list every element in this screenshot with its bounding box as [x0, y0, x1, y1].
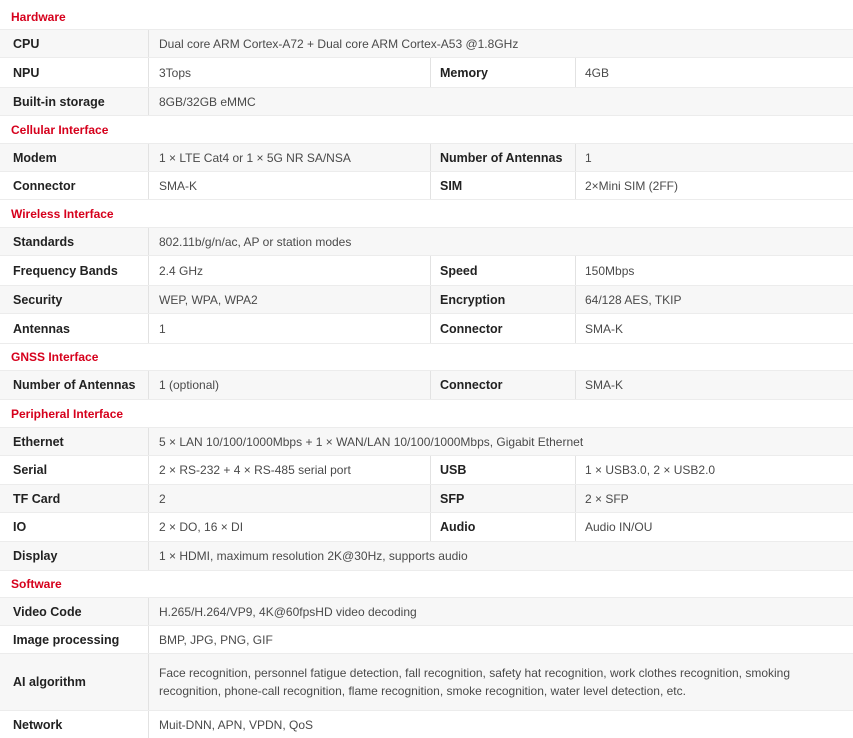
- value-ethernet: 5 × LAN 10/100/1000Mbps + 1 × WAN/LAN 10/100/1000Mbps, Gigabit Ethernet: [148, 428, 853, 455]
- label-standards: Standards: [13, 234, 75, 249]
- value-wifi-connector: SMA-K: [575, 314, 853, 343]
- label-modem: Modem: [13, 150, 57, 165]
- section-wireless: [0, 200, 853, 228]
- value-storage: 8GB/32GB eMMC: [148, 88, 853, 115]
- value-sfp: 2 × SFP: [575, 485, 853, 512]
- label-ai: AI algorithm: [13, 675, 86, 689]
- section-title-hardware: Hardware: [11, 10, 66, 24]
- value-video: H.265/H.264/VP9, 4K@60fpsHD video decoding: [148, 598, 853, 625]
- label-display: Display: [13, 549, 58, 563]
- value-cell-connector: SMA-K: [148, 172, 430, 199]
- label-ethernet: Ethernet: [13, 434, 64, 449]
- row-ai: [0, 654, 853, 711]
- value-modem: 1 × LTE Cat4 or 1 × 5G NR SA/NSA: [148, 144, 430, 171]
- value-usb: 1 × USB3.0, 2 × USB2.0: [575, 456, 853, 484]
- value-network: Muit-DNN, APN, VPDN, QoS: [148, 711, 853, 738]
- label-cell-connector: Connector: [13, 178, 76, 193]
- value-frequency: 2.4 GHz: [148, 256, 430, 285]
- section-title-gnss: GNSS Interface: [11, 350, 99, 364]
- value-speed: 150Mbps: [575, 256, 853, 285]
- row-display: [0, 542, 853, 571]
- label-sim: SIM: [430, 172, 575, 199]
- label-gnss-connector: Connector: [430, 371, 575, 399]
- label-speed: Speed: [430, 256, 575, 285]
- label-antennas: Antennas: [13, 321, 70, 336]
- value-standards: 802.11b/g/n/ac, AP or station modes: [148, 228, 853, 255]
- row-frequency: [0, 256, 853, 286]
- label-cell-antennas: Number of Antennas: [430, 144, 575, 171]
- row-standards: [0, 228, 853, 256]
- label-image: Image processing: [13, 632, 120, 647]
- row-gnss-antennas: [0, 371, 853, 400]
- label-cpu: CPU: [13, 36, 40, 51]
- row-security: [0, 286, 853, 314]
- value-serial: 2 × RS-232 + 4 × RS-485 serial port: [148, 456, 430, 484]
- label-video: Video Code: [13, 604, 82, 619]
- label-encryption: Encryption: [430, 286, 575, 313]
- row-antennas: [0, 314, 853, 344]
- label-sfp: SFP: [430, 485, 575, 512]
- value-ai: Face recognition, personnel fatigue detection, fall recognition, safety hat recognition, work clothes recognition, smoking recognition, phone-call recognition, flame recognition, smoke recognition, water level detection, etc.: [148, 654, 853, 710]
- row-cpu: [0, 30, 853, 58]
- section-title-wireless: Wireless Interface: [11, 206, 114, 221]
- row-tfcard: [0, 485, 853, 513]
- value-display: 1 × HDMI, maximum resolution 2K@30Hz, supports audio: [148, 542, 853, 570]
- value-image: BMP, JPG, PNG, GIF: [148, 626, 853, 653]
- row-storage: [0, 88, 853, 116]
- label-storage: Built-in storage: [13, 94, 105, 109]
- row-cell-connector: [0, 172, 853, 200]
- value-gnss-antennas: 1 (optional): [148, 371, 430, 399]
- value-sim: 2×Mini SIM (2FF): [575, 172, 853, 199]
- label-memory: Memory: [430, 58, 575, 87]
- section-title-software: Software: [11, 577, 62, 591]
- section-cellular: [0, 116, 853, 144]
- label-gnss-antennas: Number of Antennas: [13, 378, 136, 392]
- value-antennas: 1: [148, 314, 430, 343]
- value-encryption: 64/128 AES, TKIP: [575, 286, 853, 313]
- label-frequency: Frequency Bands: [13, 263, 118, 278]
- row-image: [0, 626, 853, 654]
- row-network: [0, 711, 853, 738]
- label-wifi-connector: Connector: [430, 314, 575, 343]
- section-peripheral: [0, 400, 853, 428]
- value-cpu: Dual core ARM Cortex-A72 + Dual core ARM Cortex-A53 @1.8GHz: [148, 30, 853, 57]
- value-audio: Audio IN/OU: [575, 513, 853, 541]
- section-title-cellular: Cellular Interface: [11, 122, 109, 137]
- value-memory: 4GB: [575, 58, 853, 87]
- label-audio: Audio: [430, 513, 575, 541]
- value-security: WEP, WPA, WPA2: [148, 286, 430, 313]
- label-io: IO: [13, 520, 27, 534]
- value-npu: 3Tops: [148, 58, 430, 87]
- row-serial: [0, 456, 853, 485]
- value-tfcard: 2: [148, 485, 430, 512]
- row-video: [0, 598, 853, 626]
- section-gnss: [0, 344, 853, 371]
- label-security: Security: [13, 292, 63, 307]
- label-network: Network: [13, 717, 63, 732]
- section-software: [0, 571, 853, 598]
- value-io: 2 × DO, 16 × DI: [148, 513, 430, 541]
- section-title-peripheral: Peripheral Interface: [11, 406, 124, 421]
- row-ethernet: [0, 428, 853, 456]
- label-serial: Serial: [13, 463, 48, 477]
- label-npu: NPU: [13, 65, 40, 80]
- value-cell-antennas: 1: [575, 144, 853, 171]
- row-npu: [0, 58, 853, 88]
- row-io: [0, 513, 853, 542]
- value-gnss-connector: SMA-K: [575, 371, 853, 399]
- label-usb: USB: [430, 456, 575, 484]
- row-modem: [0, 144, 853, 172]
- label-tfcard: TF Card: [13, 491, 61, 506]
- section-hardware: [0, 5, 853, 30]
